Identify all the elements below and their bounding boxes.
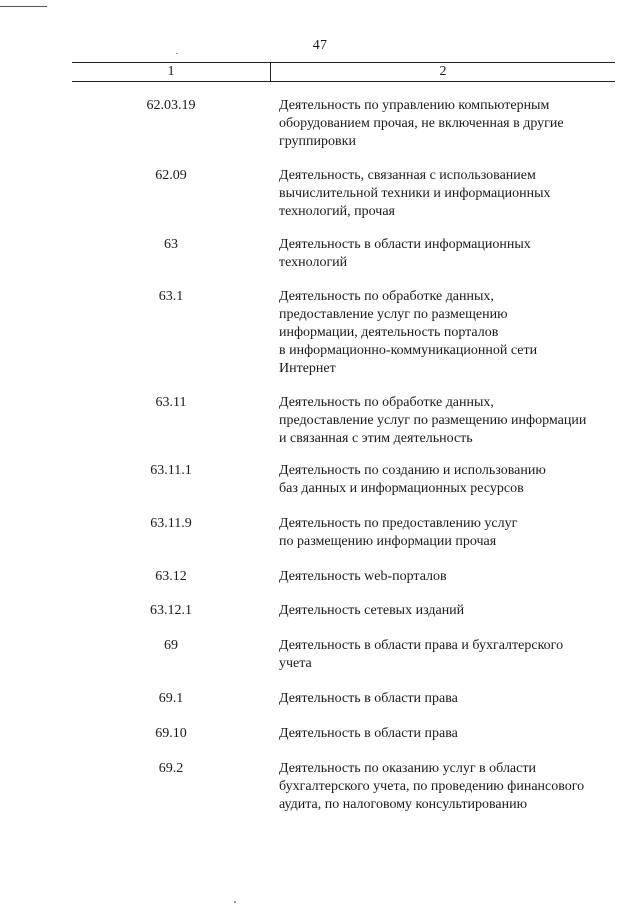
row-description: Деятельность по оказанию услуг в области бухгалтерского учета, по проведению финансового аудита, по налоговому консультированию <box>279 761 585 812</box>
row-description: Деятельность по обработке данных, предоставление услуг по размещению информации и связанная с этим деятельность <box>279 395 587 446</box>
row-code: 63.12.1 <box>150 603 192 618</box>
row-description: Деятельность по предоставлению услуг по размещению информации прочая <box>279 516 518 549</box>
row-description: Деятельность в области права <box>279 691 458 706</box>
row-code: 69.2 <box>158 761 184 776</box>
row-description: Деятельность в области права и бухгалтерского учета <box>279 638 564 671</box>
row-code: 63.11 <box>155 395 187 410</box>
row-description: Деятельность по управлению компьютерным оборудованием прочая, не включенная в другие группировки <box>279 98 564 149</box>
table-header-col1: 1 <box>72 63 271 81</box>
row-code: 69 <box>164 638 178 653</box>
page-number: 47 <box>312 38 328 53</box>
row-description: Деятельность web-порталов <box>279 569 447 584</box>
row-description: Деятельность по обработке данных, предоставление услуг по размещению информации, деятельность порталов в информационно-коммуникационной сети Интернет <box>279 289 538 376</box>
row-code: 62.09 <box>155 168 187 183</box>
row-code: 63.11.9 <box>150 516 192 531</box>
table-header-col2: 2 <box>439 64 447 79</box>
row-code: 69.10 <box>155 726 187 741</box>
row-code: 62.03.19 <box>146 98 196 113</box>
row-code: 69.1 <box>158 691 184 706</box>
row-code: 63.1 <box>158 289 184 304</box>
row-description: Деятельность в области информационных технологий <box>279 237 531 270</box>
row-description: Деятельность по созданию и использованию баз данных и информационных ресурсов <box>279 463 546 496</box>
row-description: Деятельность в области права <box>279 726 458 741</box>
row-code: 63.11.1 <box>150 463 192 478</box>
row-code: 63.12 <box>155 569 187 584</box>
scan-bottom-mark <box>234 901 236 903</box>
row-code: 63 <box>164 237 178 252</box>
row-description: Деятельность, связанная с использованием вычислительной техники и информационных технологий, прочая <box>279 168 551 219</box>
row-description: Деятельность сетевых изданий <box>279 603 465 618</box>
